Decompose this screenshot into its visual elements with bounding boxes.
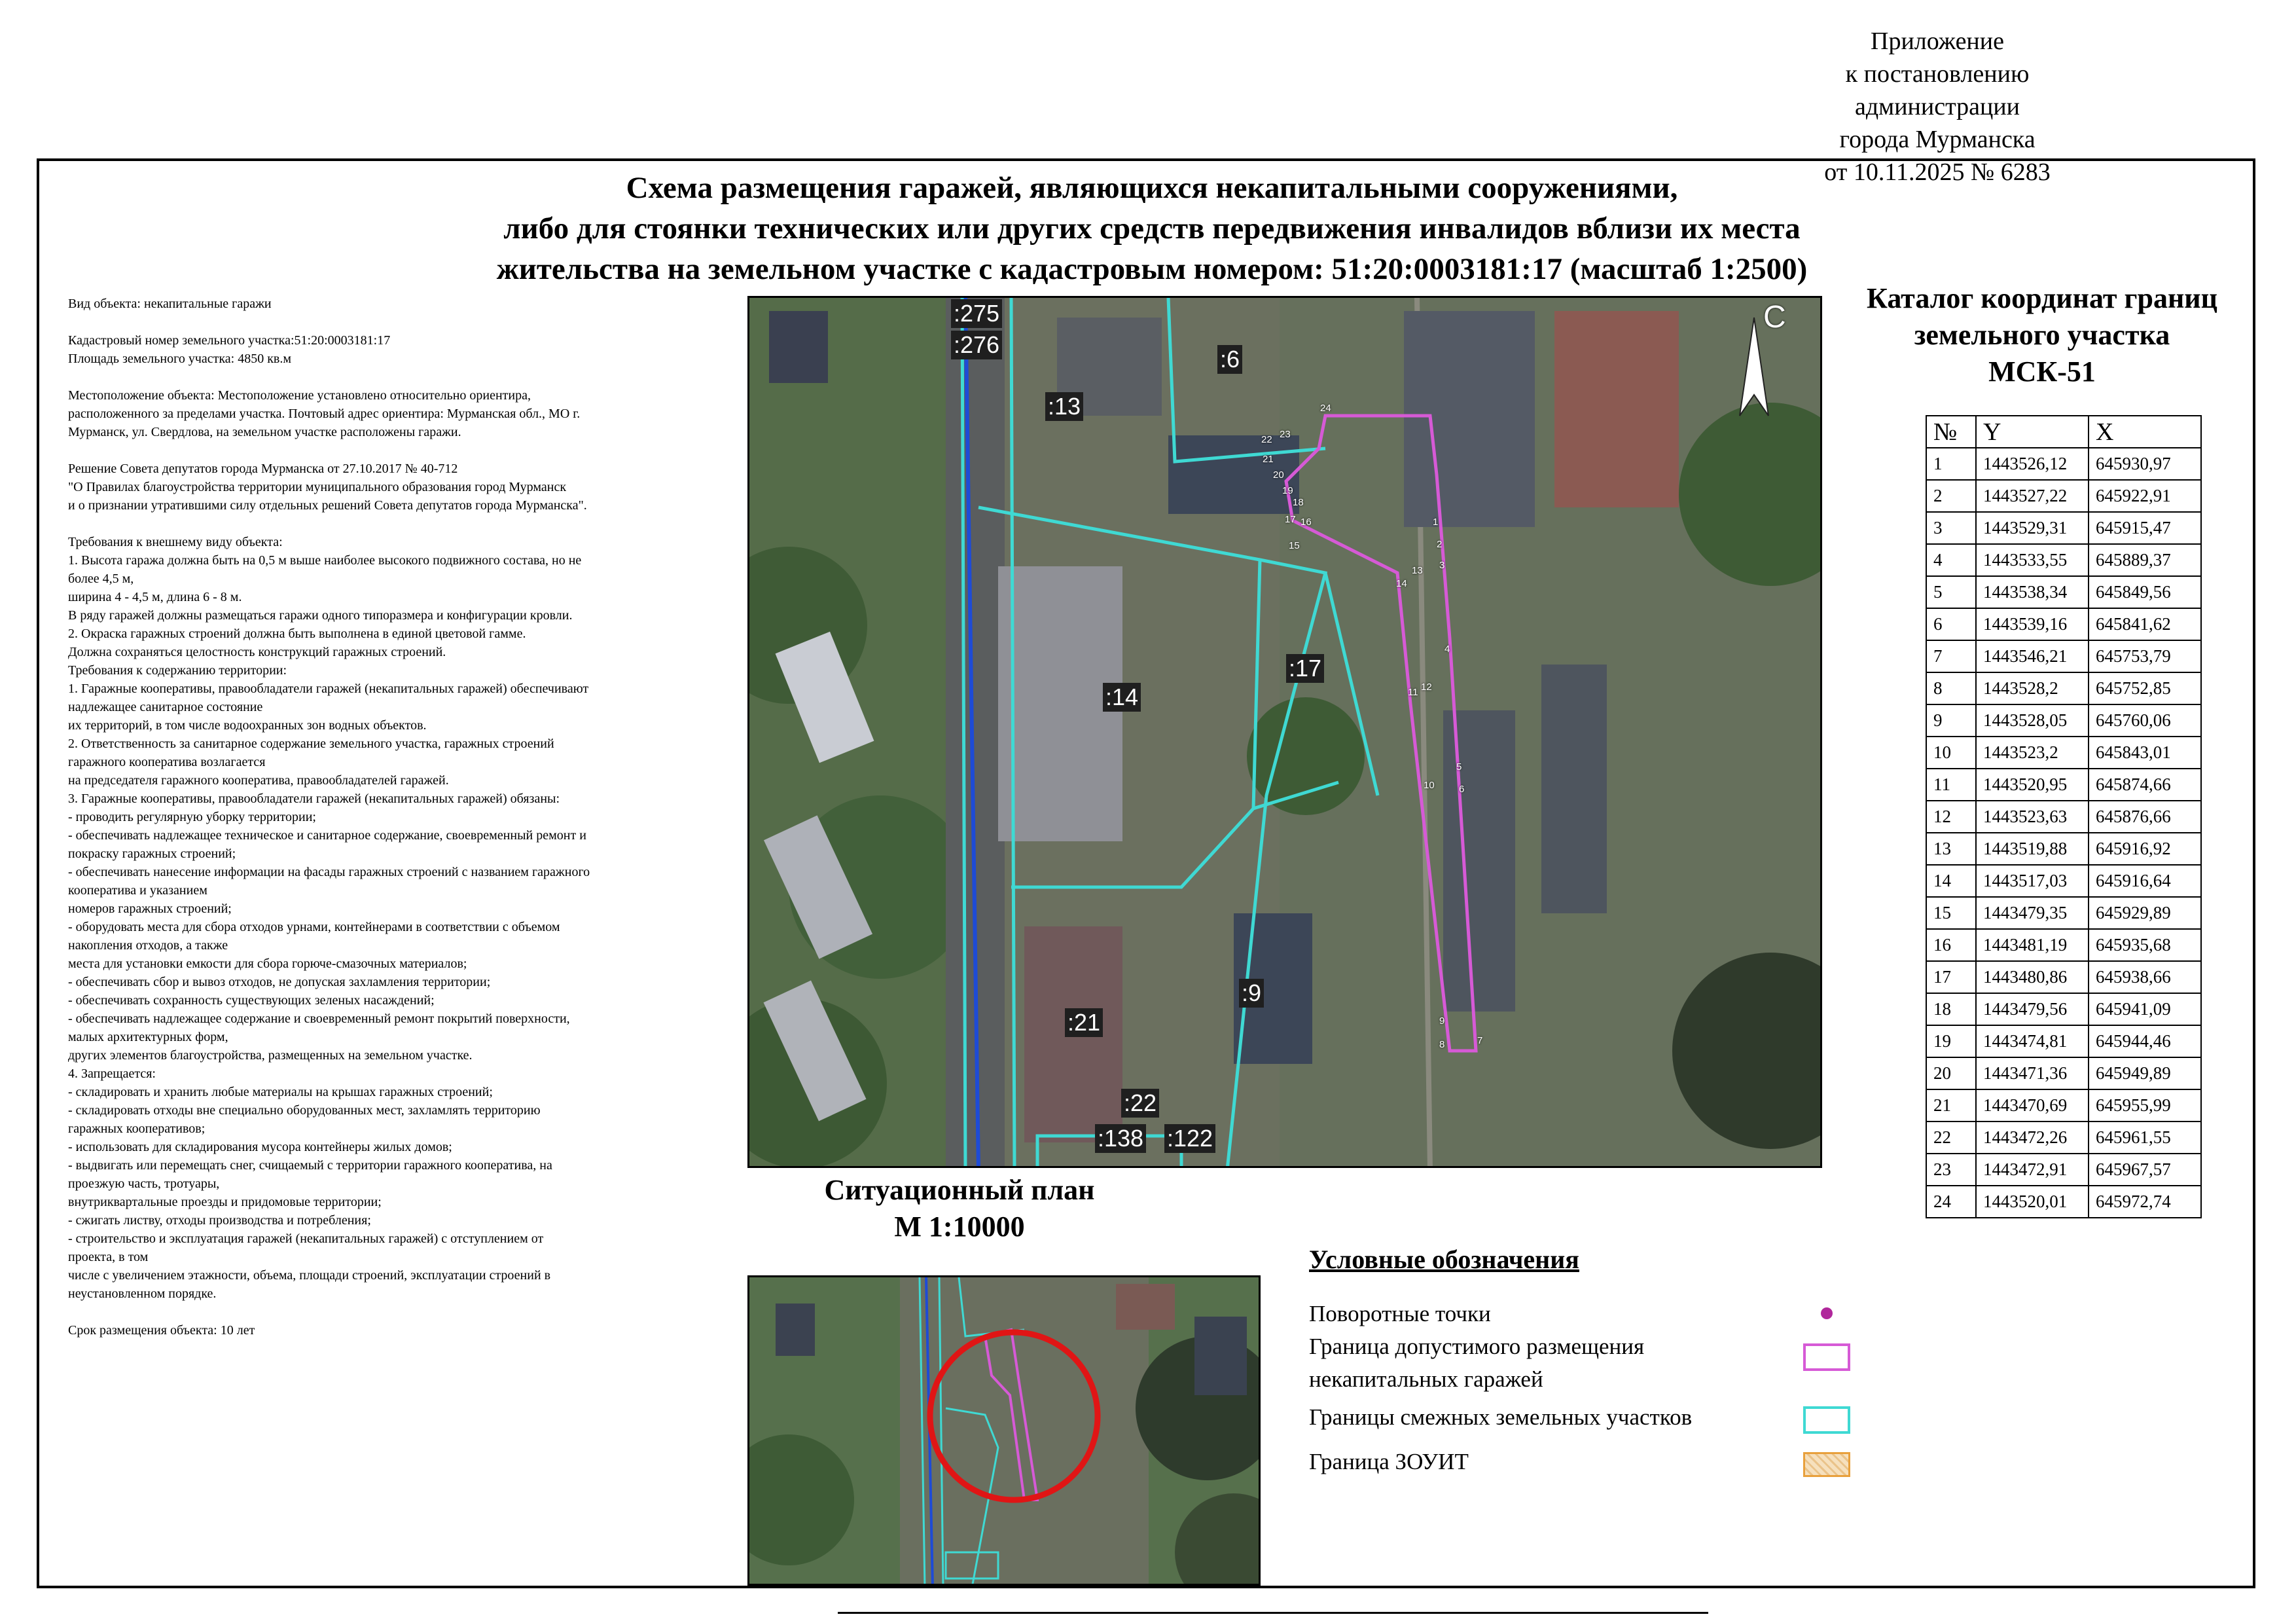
cell-point-number: 1 <box>1926 448 1976 480</box>
main-map[interactable] <box>747 296 1822 1168</box>
cell-y-coordinate: 1443538,34 <box>1976 576 2089 608</box>
cell-y-coordinate: 1443528,05 <box>1976 704 2089 737</box>
table-row <box>1926 737 2201 769</box>
table-row <box>1926 1089 2201 1122</box>
catalog-title <box>1833 280 2251 390</box>
bottom-divider <box>838 1612 1708 1614</box>
col-header-x: X <box>2089 416 2201 448</box>
cell-point-number: 7 <box>1926 640 1976 672</box>
vertex-label: 6 <box>1459 784 1465 795</box>
col-header-y: Y <box>1976 416 2089 448</box>
vertex-label: 9 <box>1439 1015 1445 1027</box>
table-row <box>1926 801 2201 833</box>
situation-plan-title <box>747 1172 1172 1245</box>
vertex-label: 21 <box>1263 454 1274 465</box>
situation-plan-scale: М 1:10000 <box>894 1211 1025 1243</box>
vertex-label: 15 <box>1289 540 1300 551</box>
vertex-label: 8 <box>1439 1039 1445 1050</box>
cell-x-coordinate: 645752,85 <box>2089 672 2201 704</box>
coordinates-table <box>1926 415 2202 1218</box>
vertex-label: 7 <box>1477 1035 1483 1046</box>
cell-y-coordinate: 1443517,03 <box>1976 865 2089 897</box>
cell-point-number: 9 <box>1926 704 1976 737</box>
cell-point-number: 24 <box>1926 1186 1976 1218</box>
table-row <box>1926 1122 2201 1154</box>
cell-x-coordinate: 645955,99 <box>2089 1089 2201 1122</box>
legend-label-zouit: Граница ЗОУИТ <box>1309 1449 1469 1474</box>
cell-point-number: 16 <box>1926 929 1976 961</box>
adjacent-parcels-icon <box>1803 1406 1850 1434</box>
cell-x-coordinate: 645753,79 <box>2089 640 2201 672</box>
cell-point-number: 3 <box>1926 512 1976 544</box>
cell-point-number: 18 <box>1926 993 1976 1025</box>
cell-x-coordinate: 645944,46 <box>2089 1025 2201 1057</box>
table-row <box>1926 961 2201 993</box>
cell-y-coordinate: 1443523,63 <box>1976 801 2089 833</box>
vertex-label: 22 <box>1261 434 1272 445</box>
cell-point-number: 20 <box>1926 1057 1976 1089</box>
parcel-label: :6 <box>1217 345 1242 374</box>
col-header-number: № <box>1926 416 1976 448</box>
table-row <box>1926 480 2201 512</box>
parcel-label: :9 <box>1239 979 1264 1008</box>
vertex-label: 12 <box>1421 682 1432 693</box>
table-row <box>1926 576 2201 608</box>
title-line: Схема размещения гаражей, являющихся некапитальными сооружениями, <box>626 171 1678 205</box>
cell-point-number: 22 <box>1926 1122 1976 1154</box>
cell-x-coordinate: 645938,66 <box>2089 961 2201 993</box>
table-row <box>1926 833 2201 865</box>
cell-y-coordinate: 1443529,31 <box>1976 512 2089 544</box>
table-row <box>1926 897 2201 929</box>
info-paragraph: Кадастровый номер земельного участка:51:20:0003181:17 Площадь земельного участка: 4850 кв.м <box>68 333 391 366</box>
cell-y-coordinate: 1443519,88 <box>1976 833 2089 865</box>
parcel-label: :138 <box>1095 1124 1146 1153</box>
parcel-label: :13 <box>1045 392 1083 421</box>
table-row <box>1926 1057 2201 1089</box>
vertex-label: 17 <box>1285 514 1296 525</box>
cell-point-number: 6 <box>1926 608 1976 640</box>
cell-y-coordinate: 1443520,95 <box>1976 769 2089 801</box>
table-row <box>1926 769 2201 801</box>
cell-point-number: 8 <box>1926 672 1976 704</box>
cell-point-number: 21 <box>1926 1089 1976 1122</box>
title-line: жительства на земельном участке с кадастровым номером: 51:20:0003181:17 (масштаб 1:2500) <box>496 252 1808 286</box>
cell-point-number: 19 <box>1926 1025 1976 1057</box>
table-row <box>1926 865 2201 897</box>
vertex-label: 2 <box>1437 539 1443 550</box>
situation-map-canvas <box>749 1277 1261 1586</box>
cell-x-coordinate: 645876,66 <box>2089 801 2201 833</box>
cell-x-coordinate: 645916,64 <box>2089 865 2201 897</box>
cell-point-number: 5 <box>1926 576 1976 608</box>
catalog-title-line: Каталог координат границ <box>1867 282 2217 314</box>
table-row <box>1926 993 2201 1025</box>
info-paragraph: Требования к внешнему виду объекта: 1. Высота гаража должна быть на 0,5 м выше наиболее высокого подвижного состава, но не более 4,5 м, ширина 4 - 4,5 м, длина 6 - 8 м. В ряду гаражей должны размещаться гаражи одного типоразмера и конфигурации кровли. 2. Окраска гаражных строений должна быть выполнена в единой цветовой гамме. Должна сохраняться целостность конструкций гаражных строений. Требования к содержанию территории: 1. Гаражные кооперативы, правообладатели гаражей (некапитальных гаражей) обеспечивают надлежащее санитарное состояние их территорий, в том числе водоохранных зон водных объектов. 2. Ответственность за санитарное содержание земельного участка, гаражных строений гаражного кооператива возлагается на председателя гаражного кооператива, правообладателей гаражей. 3. Гаражные кооперативы, правообладатели гаражей (некапитальных гаражей) обязаны: - проводить регулярную уборку территории; - обеспечивать надлежащее техническое и санитарное содержание, своевременный ремонт и покраску гаражных строений; - обеспечивать нанесение информации на фасады гаражных строений с названием гаражного кооператива и указанием номеров гаражных строений; - оборудовать места для сбора отходов урнами, контейнерами в соответствии с объемом накопления отходов, а также места для установки емкости для сбора горюче-смазочных материалов; - обеспечивать сбор и вывоз отходов, не допуская захламления территории; - обеспечивать сохранность существующих зеленых насаждений; - обеспечивать надлежащее содержание и своевременный ремонт покрытий поверхности, малых архитектурных форм, других элементов благоустройства, размещенных на земельном участке. 4. Запрещается: - складировать и хранить любые материалы на крышах гаражных строений; - складировать отходы вне специально оборудованных мест, захламлять территорию гаражных кооперативов; - использовать для складирования мусора контейнеры жилых домов; - выдвигать или перемещать снег, счищаемый с территории гаражного кооператива, на проезжую часть, тротуары, внутриквартальные проезды и придомовые территории; - сжигать листву, отходы производства и потребления; - строительство и эксплуатация гаражей (некапитальных гаражей) с отступлением от проекта, в том числе с увеличением этажности, объема, площади строений, эксплуатации строений в неустановленном порядке. <box>68 535 590 1301</box>
vertex-label: 14 <box>1396 578 1407 589</box>
cell-x-coordinate: 645889,37 <box>2089 544 2201 576</box>
cell-y-coordinate: 1443520,01 <box>1976 1186 2089 1218</box>
cell-x-coordinate: 645922,91 <box>2089 480 2201 512</box>
cell-x-coordinate: 645874,66 <box>2089 769 2201 801</box>
cell-y-coordinate: 1443539,16 <box>1976 608 2089 640</box>
cell-x-coordinate: 645961,55 <box>2089 1122 2201 1154</box>
parcel-label: :122 <box>1164 1124 1215 1153</box>
info-paragraph: Местоположение объекта: Местоположение установлено относительно ориентира, расположенного за пределами участка. Почтовый адрес ориентира: Мурманская обл., МО г. Мурманск, ул. Свердлова, на земельном участке расположены гаражи. <box>68 388 581 439</box>
legend-label-turn-points: Поворотные точки <box>1309 1301 1491 1326</box>
cell-y-coordinate: 1443470,69 <box>1976 1089 2089 1122</box>
cell-point-number: 10 <box>1926 737 1976 769</box>
appendix-line: Приложение <box>1871 27 2004 55</box>
cell-point-number: 2 <box>1926 480 1976 512</box>
cell-y-coordinate: 1443480,86 <box>1976 961 2089 993</box>
parcel-label: :21 <box>1065 1008 1103 1037</box>
coordinates-table-body <box>1926 448 2201 1218</box>
table-row <box>1926 672 2201 704</box>
table-row <box>1926 512 2201 544</box>
cell-x-coordinate: 645841,62 <box>2089 608 2201 640</box>
cell-x-coordinate: 645930,97 <box>2089 448 2201 480</box>
parcel-label: :17 <box>1286 654 1324 683</box>
table-row <box>1926 929 2201 961</box>
cell-y-coordinate: 1443523,2 <box>1976 737 2089 769</box>
cell-y-coordinate: 1443479,35 <box>1976 897 2089 929</box>
scheme-title <box>367 168 1937 289</box>
garage-boundary-icon <box>1803 1343 1850 1371</box>
cell-point-number: 17 <box>1926 961 1976 993</box>
cell-y-coordinate: 1443526,12 <box>1976 448 2089 480</box>
north-label: С <box>1763 300 1786 335</box>
vertex-label: 18 <box>1293 497 1304 508</box>
table-row <box>1926 448 2201 480</box>
vertex-label: 10 <box>1424 780 1435 791</box>
vertex-label: 4 <box>1444 644 1450 655</box>
info-paragraph: Срок размещения объекта: 10 лет <box>68 1323 255 1338</box>
parcel-label: :276 <box>951 331 1002 359</box>
table-header-row <box>1926 416 2201 448</box>
vertex-label: 5 <box>1456 761 1462 773</box>
vertex-label: 11 <box>1408 687 1418 698</box>
title-line: либо для стоянки технических или других средств передвижения инвалидов вблизи их места <box>503 211 1801 246</box>
cell-y-coordinate: 1443527,22 <box>1976 480 2089 512</box>
table-row <box>1926 640 2201 672</box>
table-row <box>1926 704 2201 737</box>
cell-y-coordinate: 1443533,55 <box>1976 544 2089 576</box>
cell-y-coordinate: 1443472,26 <box>1976 1122 2089 1154</box>
vertex-label: 1 <box>1433 517 1439 528</box>
cell-y-coordinate: 1443528,2 <box>1976 672 2089 704</box>
cell-x-coordinate: 645929,89 <box>2089 897 2201 929</box>
appendix-line: от 10.11.2025 № 6283 <box>1824 158 2051 186</box>
cell-point-number: 23 <box>1926 1154 1976 1186</box>
cell-x-coordinate: 645941,09 <box>2089 993 2201 1025</box>
cell-x-coordinate: 645935,68 <box>2089 929 2201 961</box>
cell-point-number: 4 <box>1926 544 1976 576</box>
cell-point-number: 12 <box>1926 801 1976 833</box>
vertex-label: 3 <box>1439 560 1445 571</box>
vertex-label: 20 <box>1273 469 1284 481</box>
vertex-label: 24 <box>1320 403 1331 414</box>
turn-point-icon <box>1821 1307 1833 1319</box>
object-info <box>68 295 736 1358</box>
vertex-label: 13 <box>1412 565 1423 576</box>
parcel-label: :275 <box>951 299 1002 328</box>
table-row <box>1926 608 2201 640</box>
info-paragraph: Вид объекта: некапитальные гаражи <box>68 297 272 311</box>
vertex-label: 19 <box>1282 485 1293 496</box>
table-row <box>1926 1025 2201 1057</box>
appendix-line: города Мурманска <box>1839 126 2036 153</box>
situation-map[interactable] <box>747 1275 1261 1586</box>
cell-point-number: 11 <box>1926 769 1976 801</box>
situation-plan-title-line: Ситуационный план <box>824 1174 1095 1206</box>
cell-y-coordinate: 1443474,81 <box>1976 1025 2089 1057</box>
cell-x-coordinate: 645949,89 <box>2089 1057 2201 1089</box>
catalog-title-line: земельного участка <box>1914 319 2170 351</box>
cell-point-number: 15 <box>1926 897 1976 929</box>
info-paragraph: Решение Совета депутатов города Мурманска от 27.10.2017 № 40-712 "О Правилах благоустройства территории муниципального образования город Мурманск и о признании утратившими силу отдельных решений Совета депутатов города Мурманска". <box>68 462 587 513</box>
cell-x-coordinate: 645760,06 <box>2089 704 2201 737</box>
cell-point-number: 14 <box>1926 865 1976 897</box>
cell-y-coordinate: 1443481,19 <box>1976 929 2089 961</box>
table-row <box>1926 1186 2201 1218</box>
cell-y-coordinate: 1443546,21 <box>1976 640 2089 672</box>
vertex-label: 16 <box>1300 517 1312 528</box>
cell-x-coordinate: 645915,47 <box>2089 512 2201 544</box>
legend-title: Условные обозначения <box>1309 1245 1579 1274</box>
cell-y-coordinate: 1443471,36 <box>1976 1057 2089 1089</box>
cell-x-coordinate: 645967,57 <box>2089 1154 2201 1186</box>
parcel-label: :22 <box>1121 1089 1159 1118</box>
table-row <box>1926 1154 2201 1186</box>
catalog-coordinate-system: МСК-51 <box>1988 356 2096 388</box>
cell-x-coordinate: 645916,92 <box>2089 833 2201 865</box>
appendix-line: к постановлению администрации <box>1845 60 2030 120</box>
legend-label-adjacent-parcels: Границы смежных земельных участков <box>1309 1404 1693 1430</box>
cell-y-coordinate: 1443472,91 <box>1976 1154 2089 1186</box>
cell-point-number: 13 <box>1926 833 1976 865</box>
table-row <box>1926 544 2201 576</box>
cell-x-coordinate: 645849,56 <box>2089 576 2201 608</box>
cell-y-coordinate: 1443479,56 <box>1976 993 2089 1025</box>
cell-x-coordinate: 645972,74 <box>2089 1186 2201 1218</box>
cell-x-coordinate: 645843,01 <box>2089 737 2201 769</box>
legend-label-garage-boundary: Граница допустимого размещения некапитальных гаражей <box>1309 1334 1645 1392</box>
vertex-label: 23 <box>1280 429 1291 440</box>
parcel-label: :14 <box>1103 683 1141 712</box>
zouit-boundary-icon <box>1803 1452 1850 1477</box>
